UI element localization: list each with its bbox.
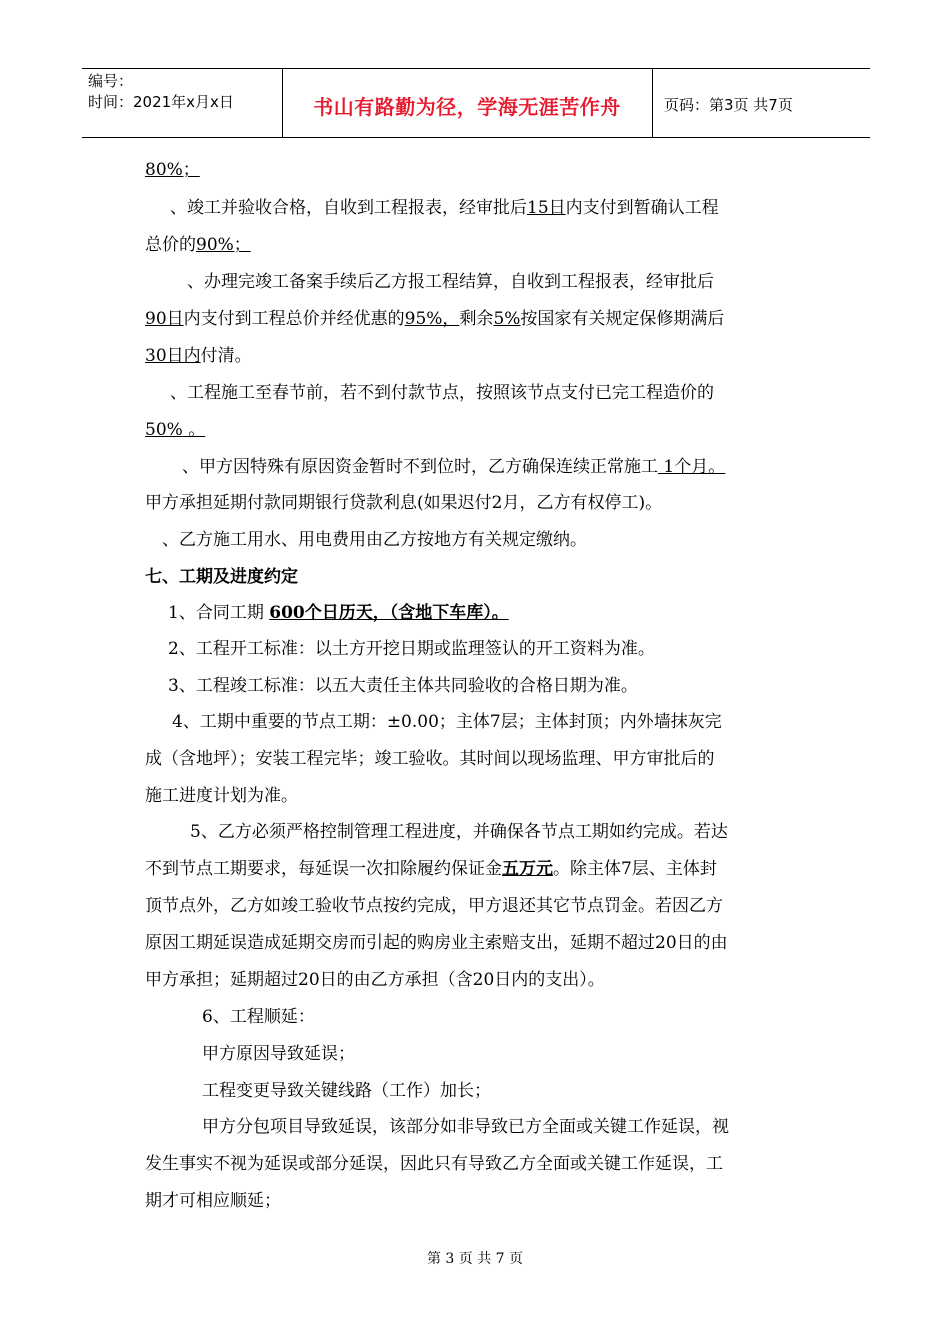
text-line: 6、工程顺延： bbox=[202, 1007, 315, 1027]
text-line: 90日内支付到工程总价并经优惠的95%，剩余5%按国家有关规定保修期满后 bbox=[145, 309, 725, 329]
text-line: 甲方承担；延期超过20日的由乙方承担（含20日内的支出）。 bbox=[145, 970, 605, 990]
text-line: 3、工程竣工标准：以五大责任主体共同验收的合格日期为准。 bbox=[168, 676, 638, 696]
text-line: 甲方承担延期付款同期银行贷款利息(如果迟付2月，乙方有权停工)。 bbox=[145, 493, 663, 513]
text-line: 、乙方施工用水、用电费用由乙方按地方有关规定缴纳。 bbox=[162, 530, 587, 550]
text-line: 、办理完竣工备案手续后乙方报工程结算，自收到工程报表，经审批后 bbox=[187, 272, 714, 292]
header-motto: 书山有路勤为径，学海无涯苦作舟 bbox=[313, 95, 621, 119]
text-line: 甲方分包项目导致延误，该部分如非导致已方全面或关键工作延误，视 bbox=[202, 1117, 729, 1137]
text-line: 50% 。 bbox=[145, 420, 206, 440]
text-line: 1、合同工期 600个日历天，（含地下车库）。 bbox=[168, 603, 509, 623]
text-line: 、甲方因特殊有原因资金暂时不到位时，乙方确保连续正常施工 1个月。 bbox=[182, 457, 726, 477]
serial-label: 编号： bbox=[88, 72, 134, 90]
text-line: 甲方原因导致延误； bbox=[202, 1044, 355, 1064]
text-line: 顶节点外，乙方如竣工验收节点按约完成，甲方退还其它节点罚金。若因乙方 bbox=[145, 896, 723, 916]
text-line: 30日内付清。 bbox=[145, 346, 252, 366]
text-line: 80%； bbox=[145, 160, 200, 180]
text-line: 4、工期中重要的节点工期：±0.00；主体7层；主体封顶；内外墙抹灰完 bbox=[172, 712, 722, 732]
header-page-info: 页码：第3页 共7页 bbox=[664, 96, 793, 114]
text-line: 总价的90%； bbox=[145, 235, 251, 255]
header-meta bbox=[88, 71, 234, 113]
time-label: 时间：2021年x月x日 bbox=[88, 93, 234, 111]
page-header bbox=[82, 68, 870, 138]
text-line: 施工进度计划为准。 bbox=[145, 786, 298, 806]
section-heading: 七、工期及进度约定 bbox=[145, 567, 298, 587]
text-line: 工程变更导致关键线路（工作）加长； bbox=[202, 1081, 491, 1101]
text-line: 成（含地坪）；安装工程完毕；竣工验收。其时间以现场监理、甲方审批后的 bbox=[145, 749, 715, 769]
header-divider bbox=[652, 69, 653, 137]
text-line: 期才可相应顺延； bbox=[145, 1191, 281, 1211]
text-line: 原因工期延误造成延期交房而引起的购房业主索赔支出，延期不超过20日的由 bbox=[145, 933, 728, 953]
text-line: 、竣工并验收合格，自收到工程报表，经审批后15日内支付到暂确认工程 bbox=[170, 198, 719, 218]
text-line: 2、工程开工标准：以土方开挖日期或监理签认的开工资料为准。 bbox=[168, 639, 655, 659]
text-line: 、工程施工至春节前，若不到付款节点，按照该节点支付已完工程造价的 bbox=[170, 383, 714, 403]
text-line: 5、乙方必须严格控制管理工程进度，并确保各节点工期如约完成。若达 bbox=[190, 822, 728, 842]
text-line: 不到节点工期要求，每延误一次扣除履约保证金五万元。除主体7层、主体封 bbox=[145, 859, 717, 879]
page-footer: 第 3 页 共 7 页 bbox=[426, 1251, 524, 1267]
text-line: 发生事实不视为延误或部分延误，因此只有导致乙方全面或关键工作延误，工 bbox=[145, 1154, 723, 1174]
